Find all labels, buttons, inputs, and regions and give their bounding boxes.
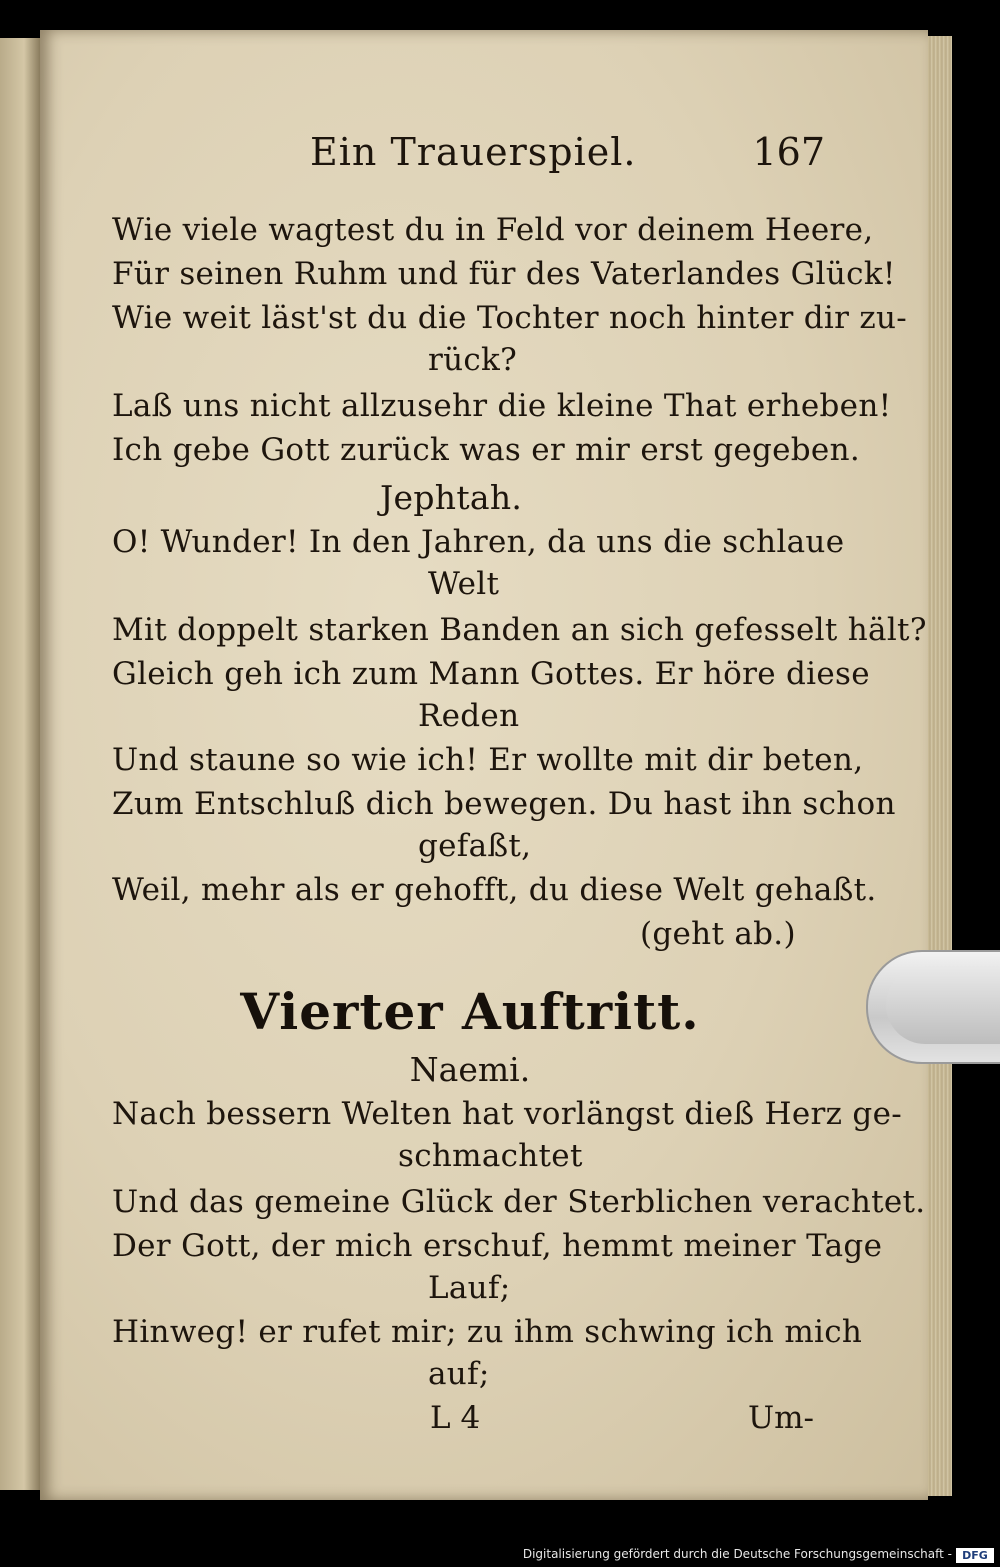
verse-line: Nach bessern Welten hat vorlängst dieß Herz ge- <box>112 1096 902 1132</box>
verse-line: Reden <box>418 698 520 734</box>
verse-line: Und staune so wie ich! Er wollte mit dir beten, <box>112 742 864 778</box>
verse-line: Laß uns nicht allzusehr die kleine That erheben! <box>112 388 892 424</box>
dfg-logo: DFG <box>956 1548 994 1563</box>
stage-direction: (geht ab.) <box>640 916 796 952</box>
page-clip-tab <box>866 950 1000 1064</box>
verse-line: schmachtet <box>398 1138 583 1174</box>
page-number: 167 <box>752 130 825 174</box>
catchword: Um- <box>748 1400 814 1436</box>
verse-line: Gleich geh ich zum Mann Gottes. Er höre diese <box>112 656 870 692</box>
page-stack-edge <box>928 36 952 1496</box>
verse-line: Ich gebe Gott zurück was er mir erst gegeben. <box>112 432 860 468</box>
verse-line: gefaßt, <box>418 828 532 864</box>
verse-line: Wie viele wagtest du in Feld vor deinem Heere, <box>112 212 874 248</box>
running-header <box>300 130 825 180</box>
digitization-credit: Digitalisierung gefördert durch die Deutsche Forschungsgemeinschaft - <box>522 1547 952 1561</box>
verse-line: O! Wunder! In den Jahren, da uns die schlaue <box>112 524 845 560</box>
verse-line: rück? <box>428 342 518 378</box>
verse-line: Weil, mehr als er gehofft, du diese Welt gehaßt. <box>112 872 877 908</box>
verse-line: auf; <box>428 1356 490 1392</box>
signature-mark: L 4 <box>430 1400 481 1436</box>
speaker-name: Jephtah. <box>380 478 523 517</box>
verse-line: Hinweg! er rufet mir; zu ihm schwing ich mich <box>112 1314 863 1350</box>
verse-line: Für seinen Ruhm und für des Vaterlandes Glück! <box>112 256 896 292</box>
facing-page-edge <box>0 38 40 1490</box>
verse-line: Wie weit läst'st du die Tochter noch hinter dir zu- <box>112 300 908 336</box>
page-clip-inner <box>886 966 1000 1044</box>
scene-heading: Vierter Auftritt. <box>240 982 700 1041</box>
verse-line: Welt <box>428 566 500 602</box>
verse-line: Mit doppelt starken Banden an sich gefesselt hält? <box>112 612 927 648</box>
verse-line: Lauf; <box>428 1270 511 1306</box>
verse-line: Der Gott, der mich erschuf, hemmt meiner Tage <box>112 1228 883 1264</box>
verse-line: Zum Entschluß dich bewegen. Du hast ihn schon <box>112 786 896 822</box>
verse-line: Und das gemeine Glück der Sterblichen verachtet. <box>112 1184 926 1220</box>
running-title: Ein Trauerspiel. <box>310 130 637 174</box>
speaker-name: Naemi. <box>409 1050 531 1089</box>
